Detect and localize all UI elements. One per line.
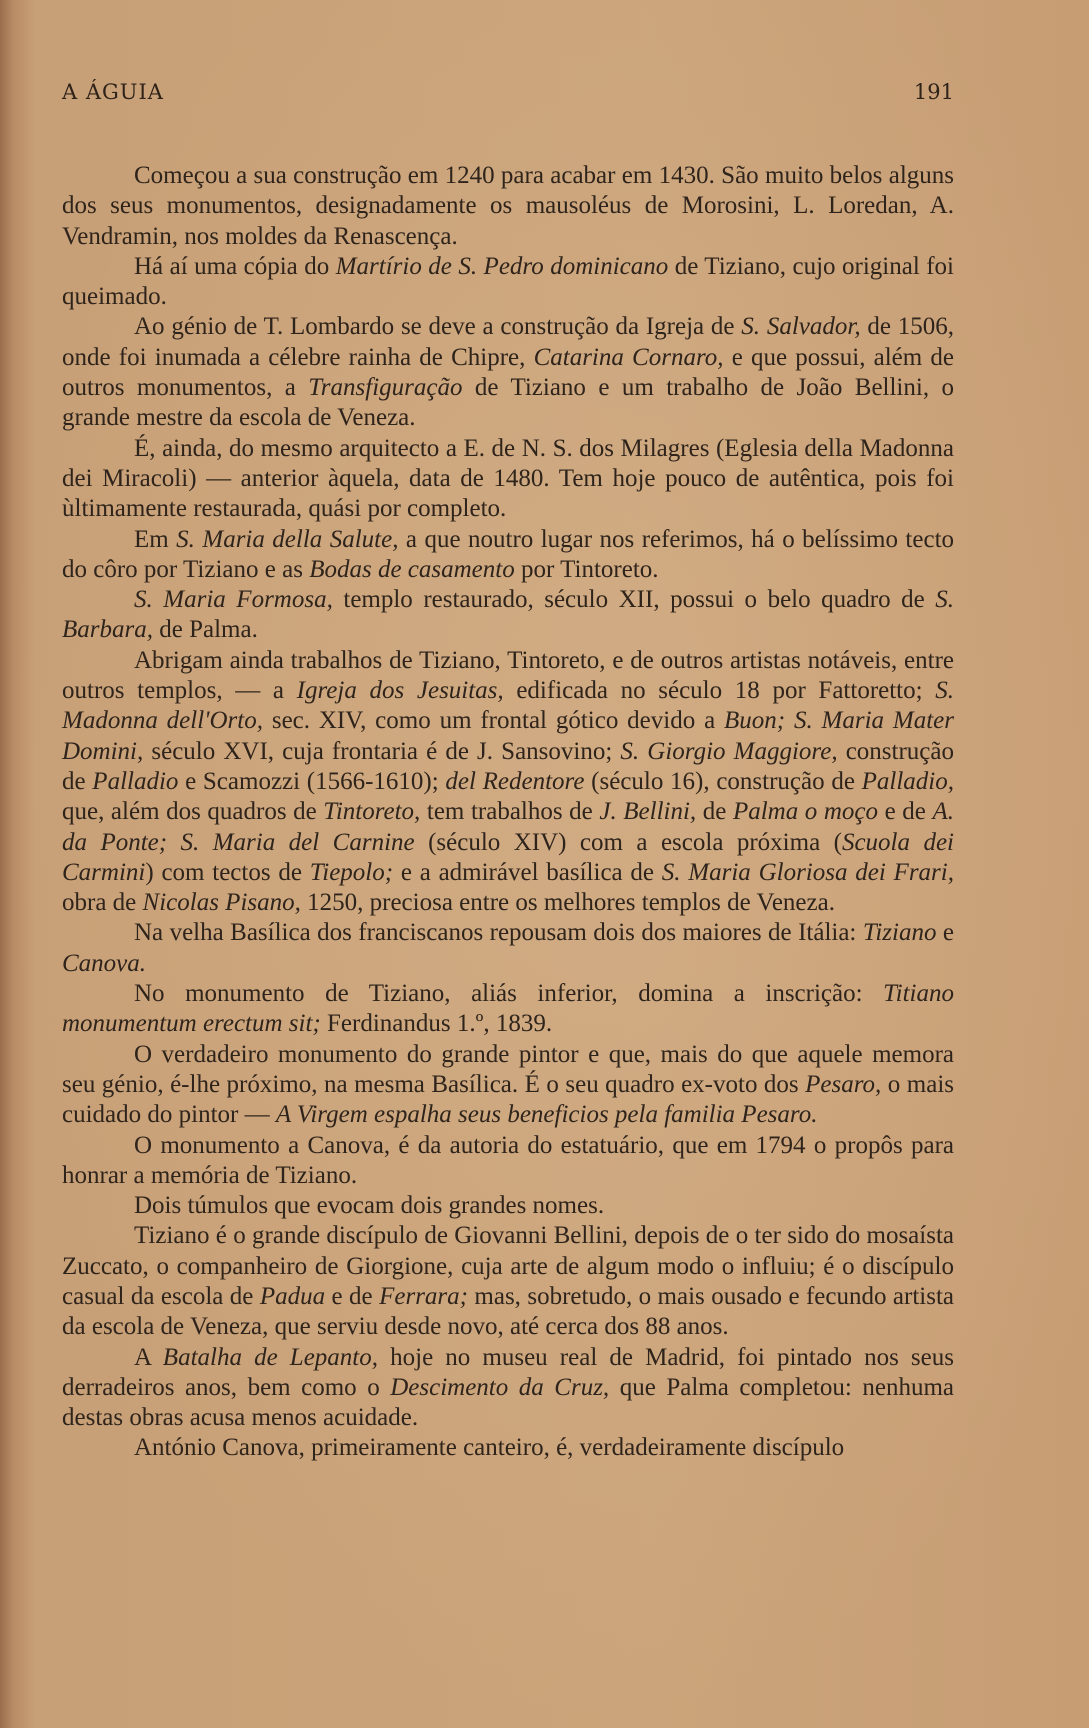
text-run: de [696, 798, 733, 826]
paragraph [62, 1343, 954, 1434]
text-run: Na velha Basílica dos franciscanos repousam dois dos maiores de Itália: [134, 919, 863, 947]
text-run: A [134, 1343, 163, 1371]
italic-run: J. Bellini, [599, 798, 697, 826]
text-run: Há aí uma cópia do [134, 252, 336, 280]
italic-run: S. Salvador, [741, 313, 861, 341]
italic-run: Ferrara; [379, 1282, 468, 1310]
italic-run: Bodas de casamento [309, 555, 515, 583]
running-head: A ÁGUIA [62, 80, 164, 104]
text-run: e [936, 919, 954, 947]
paragraph [62, 1433, 954, 1463]
text-run: Em [134, 525, 177, 553]
text-run: (século XIV) com a escola próxima ( [414, 828, 842, 856]
text-run: sec. XIV, como um frontal gótico devido a [263, 707, 725, 735]
paragraph [62, 1191, 954, 1221]
italic-run: Titiano monumentum erectum sit; [62, 980, 954, 1038]
paragraph [62, 585, 954, 646]
text-run: António Canova, primeiramente canteiro, é, verdadeiramente discípulo [134, 1434, 845, 1462]
text-run: e de [325, 1282, 380, 1310]
text-run: por Tintoreto. [514, 555, 659, 583]
text-run: e Scamozzi (1566-1610); [178, 767, 446, 795]
text-run: obra de [62, 889, 143, 917]
paragraph [62, 646, 954, 919]
text-run: No monumento de Tiziano, aliás inferior, domina a inscrição: [134, 980, 884, 1008]
text-run: O monumento a Canova, é da autoria do estatuário, que em 1794 o propôs para honrar a memória de Tiziano. [62, 1131, 954, 1189]
italic-run: Martírio de S. Pedro dominicano [335, 252, 669, 280]
text-run: templo restaurado, século XII, possui o belo quadro de [332, 586, 936, 614]
paragraph [62, 918, 954, 979]
italic-run: del Redentore [445, 767, 585, 795]
italic-run: Catarina Cornaro, [533, 343, 724, 371]
text-run: que Palma completou: nenhuma destas obras acusa menos acuidade. [62, 1373, 954, 1432]
text-run: É, ainda, do mesmo arquitecto a E. de N. S. dos Milagres (Eglesia della Madonna dei Miracoli) — anterior àquela, data de 1480. Tem hoje pouco de autêntica, pois foi ùltimamente restaurada, quási por completo. [62, 434, 954, 523]
text-run: hoje no museu real de Madrid, foi pintado nos seus derradeiros anos, bem como o [62, 1343, 954, 1401]
text-run: e a admirável basílica de [393, 858, 662, 886]
italic-run: Descimento da Cruz, [390, 1373, 610, 1401]
paragraph [62, 525, 954, 586]
italic-run: Batalha de Lepanto, [162, 1343, 378, 1371]
page-header [62, 80, 954, 110]
page-number: 191 [913, 80, 954, 104]
text-run: Começou a sua construção em 1240 para acabar em 1430. São muito belos alguns dos seus monumentos, designadamente os mausoléus de Morosini, L. Loredan, A. Vendramin, nos moldes da Renascença. [62, 162, 954, 250]
italic-run: Palma o moço [732, 798, 879, 826]
italic-run: Tintoreto, [323, 798, 421, 826]
italic-run: Scuola dei Carmini [62, 828, 954, 886]
italic-run: Transfiguração [308, 374, 463, 402]
paragraph [62, 1221, 954, 1342]
paragraph [62, 979, 954, 1040]
text-run: O verdadeiro monumento do grande pintor e que, mais do que aquele memora seu génio, é-lhe próximo, na mesma Basílica. É o seu quadro ex-voto dos [62, 1040, 954, 1098]
italic-run: Tiziano [862, 919, 937, 947]
text-run: Tiziano é o grande discípulo de Giovanni Bellini, depois de o ter sido do mosaísta Zuccato, o companheiro de Giorgione, cuja arte de algum modo o influiu; é o discípulo casual da escola de [62, 1222, 954, 1310]
text-run: construção de [62, 737, 954, 795]
text-run: de 1506, onde foi inumada a célebre rainha de Chipre, [62, 313, 954, 371]
text-run: edificada no século 18 por Fattoretto; [503, 677, 936, 705]
italic-run: Pesaro, [805, 1070, 882, 1098]
text-run: século XVI, cuja frontaria é de J. Sansovino; [143, 737, 621, 765]
text-run: tem trabalhos de [420, 798, 600, 826]
text-run: a que noutro lugar nos referimos, há o belíssimo tecto do côro por Tiziano e as [62, 525, 955, 583]
italic-run: A Virgem espalha seus beneficios pela familia Pesaro. [275, 1101, 818, 1129]
italic-run: Palladio [92, 767, 179, 795]
italic-run: Canova. [62, 949, 147, 977]
italic-run: S. Maria della Salute, [176, 525, 399, 553]
italic-run: Palladio, [861, 767, 954, 795]
italic-run: Tiepolo; [309, 858, 394, 886]
paragraph [62, 161, 954, 252]
italic-run: Padua [259, 1282, 326, 1310]
text-run: ) com tectos de [145, 858, 310, 886]
text-run: 1250, preciosa entre os melhores templos de Veneza. [300, 889, 835, 917]
text-run: Ferdinandus 1.º, 1839. [320, 1010, 553, 1038]
text-run: Dois túmulos que evocam dois grandes nomes. [134, 1192, 605, 1220]
italic-run: S. Madonna dell'Orto, [62, 677, 954, 735]
text-run: Ao génio de T. Lombardo se deve a construção da Igreja de [134, 313, 742, 341]
paragraph [62, 252, 954, 313]
text-run: de Tiziano e um trabalho de João Bellini, o grande mestre da escola de Veneza. [62, 374, 954, 432]
italic-run: S. Barbara, [62, 586, 954, 644]
text-run: Abrigam ainda trabalhos de Tiziano, Tintoreto, e de outros artistas notáveis, entre outros templos, — a [62, 646, 954, 705]
paragraph [62, 434, 954, 525]
text-run: (século 16), construção de [584, 767, 862, 795]
paragraph [62, 312, 954, 433]
body-text [62, 161, 954, 1464]
text-run: o mais cuidado do pintor — [62, 1070, 954, 1129]
italic-run: A. da Ponte; S. Maria del Carnine [62, 798, 954, 856]
italic-run: Buon; S. Maria Mater Domini, [62, 707, 955, 765]
italic-run: S. Giorgio Maggiore, [620, 737, 838, 765]
paragraph [62, 1131, 954, 1192]
text-run: de Palma. [152, 616, 258, 644]
text-run: e que possui, além de outros monumentos, a [62, 343, 955, 402]
italic-run: Nicolas Pisano, [142, 889, 301, 917]
text-run: mas, sobretudo, o mais ousado e fecundo artista da escola de Veneza, que serviu desde novo, até cerca dos 88 anos. [62, 1282, 954, 1341]
text-run: que, além dos quadros de [62, 798, 324, 826]
text-run: de Tiziano, cujo original foi queimado. [62, 252, 954, 311]
text-run: e de [878, 798, 933, 826]
italic-run: S. Maria Gloriosa dei Frari, [661, 858, 954, 886]
paragraph [62, 1040, 954, 1131]
italic-run: Igreja dos Jesuitas, [296, 677, 504, 705]
italic-run: S. Maria Formosa, [134, 586, 333, 614]
